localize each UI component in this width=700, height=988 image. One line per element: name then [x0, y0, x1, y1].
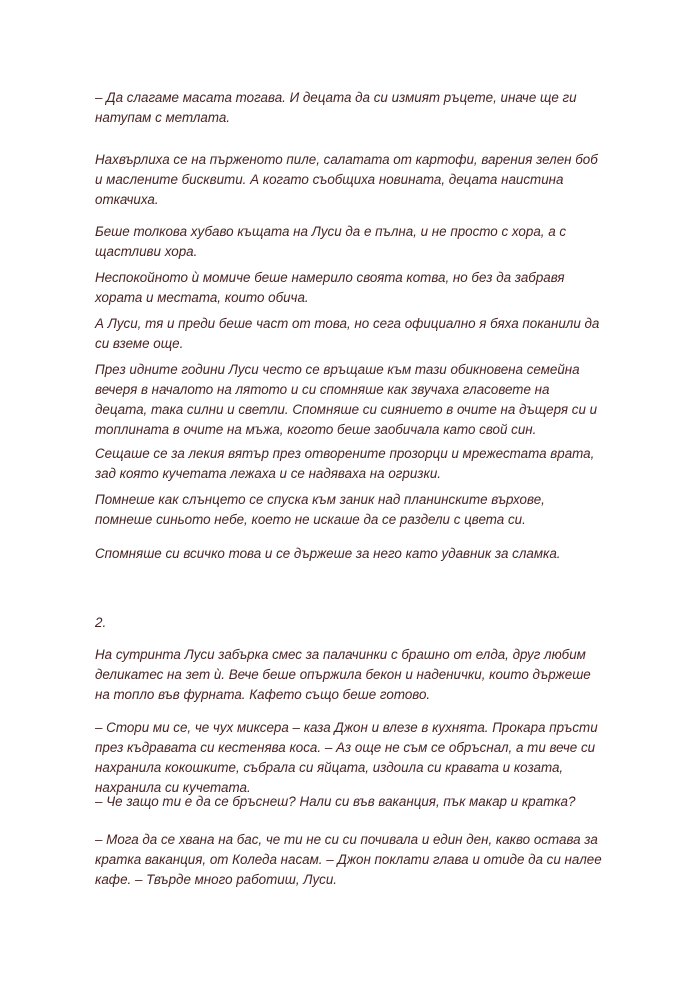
paragraph-12: – Че защо ти е да се бръснеш? Нали си във ваканция, пък макар и кратка?: [95, 794, 576, 809]
paragraph-10: На сутринта Луси забърка смес за палачинки с брашно от елда, друг любим деликатес на зет ѝ. Вече беше опържила бекон и наденички, които държеше на топло във фурната. Кафето също беше готово.: [95, 647, 591, 702]
paragraph-5: А Луси, тя и преди беше част от това, но сега официално я бяха поканили да си вземе още.: [95, 316, 600, 351]
paragraph-8: Помнеше как слънцето се спуска към заник над планинските върхове, помнеше синьото небе, което не искаше да се раздели с цвета си.: [95, 492, 545, 527]
paragraph-3: Беше толкова хубаво къщата на Луси да е пълна, и не просто с хора, а с щастливи хора.: [95, 224, 567, 259]
paragraph-2: Нахвърлиха се на пърженото пиле, салатата от картофи, варения зелен боб и маслените бисквити. А когато съобщиха новината, децата наистина откачиха.: [95, 152, 598, 207]
paragraph-1: – Да слагаме масата тогава. И децата да си измият ръцете, иначе ще ги натупам с метлата.: [95, 90, 577, 125]
paragraph-7: Сещаше се за лекия вятър през отворените прозорци и мрежестата врата, зад която кучетата лежаха и се надяваха на огризки.: [95, 446, 595, 481]
paragraph-6: През идните години Луси често се връщаше към тази обикновена семейна вечеря в началото на лятото и си спомняше как звучаха гласовете на децата, така силни и светли. Спомняше си сиянието в очите на дъщеря си и топлината в очите на мъжа, когото беше заобичала като свой син.: [95, 362, 598, 437]
section-number: 2.: [95, 615, 107, 630]
paragraph-4: Неспокойното ѝ момиче беше намерило своята котва, но без да забравя хората и местата, които обича.: [95, 270, 565, 305]
paragraph-11: – Стори ми се, че чух миксера – каза Джон и влезе в кухнята. Прокара пръсти през къдравата си кестенява коса. – Аз още не съм се обръснал, а ти вече си нахранила кокошките, събрала си яйцата, издоила си кравата и козата, нахранила си кучетата.: [95, 720, 598, 795]
paragraph-13: – Мога да се хвана на бас, че ти не си си почивала и един ден, какво остава за кратка ваканция, от Коледа насам. – Джон поклати глава и отиде да си налее кафе. – Твърде много работиш, Луси.: [95, 832, 602, 887]
paragraph-9: Спомняше си всичко това и се държеше за него като удавник за сламка.: [95, 546, 561, 561]
